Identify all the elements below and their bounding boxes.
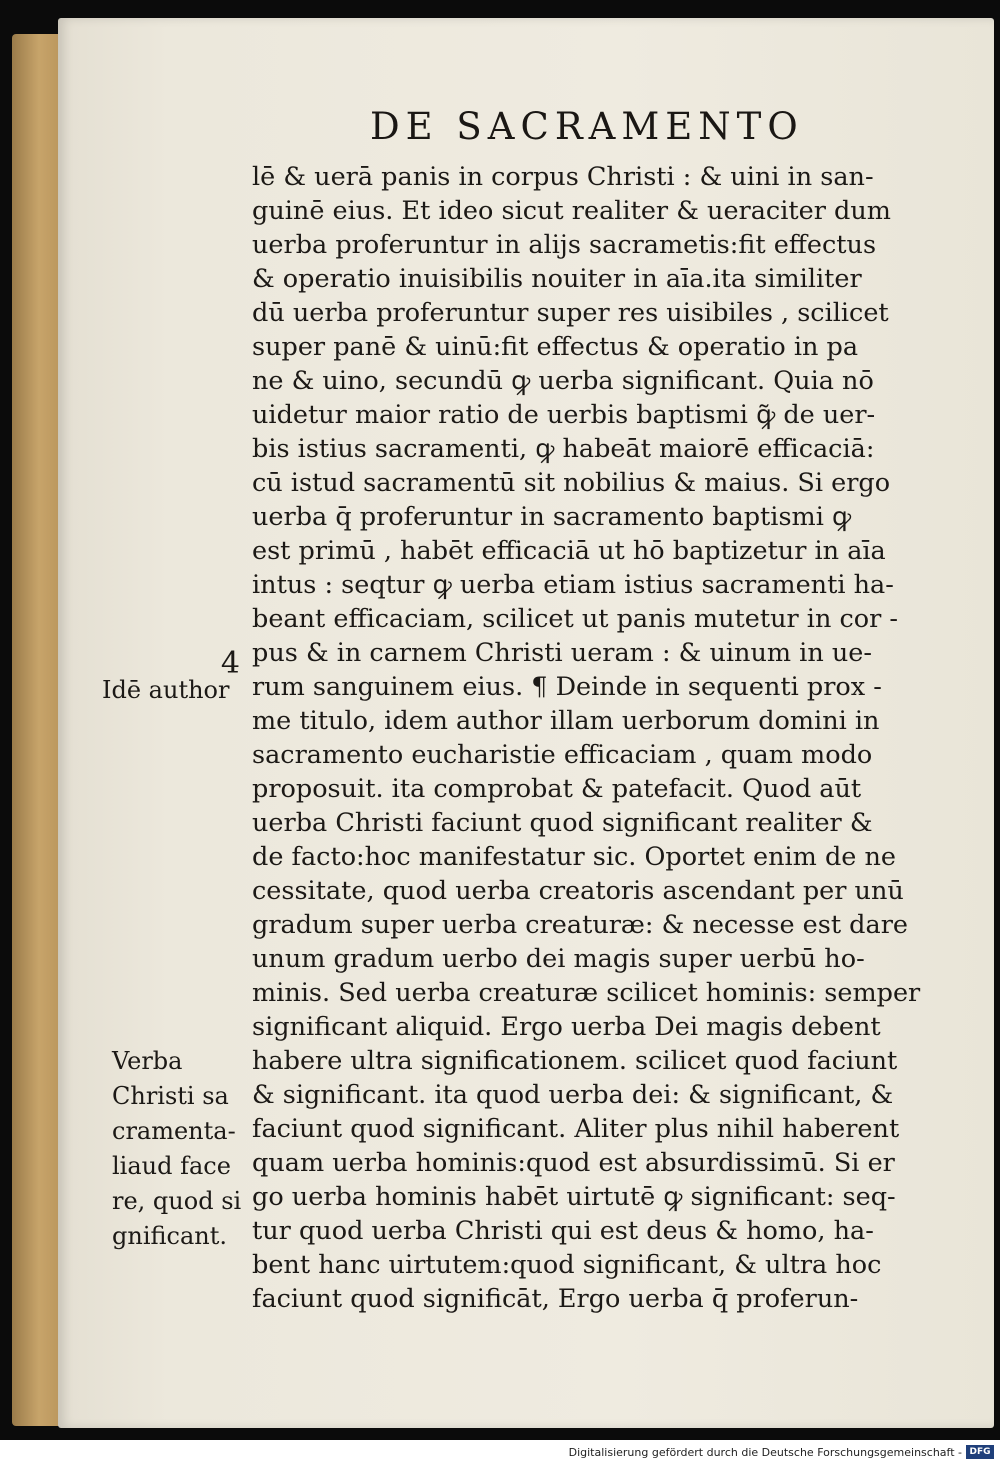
margin-note-line: cramenta- [112,1117,236,1145]
text-line: tur quod uerba Christi qui est deus & homo, ha- [252,1216,874,1246]
text-line: go uerba hominis habēt uirtutē ꝙ significant: seq- [252,1182,896,1212]
text-line: cessitate, quod uerba creatoris ascendant per unū [252,876,904,906]
text-line: uerba proferuntur in alijs sacrametis:fit effectus [252,230,877,260]
margin-note-line: liaud face [112,1152,231,1180]
margin-note-line: Christi sa [112,1082,229,1110]
text-line: est primū , habēt efficaciā ut hō baptizetur in aīa [252,536,886,566]
text-line: guinē eius. Et ideo sicut realiter & ueraciter dum [252,196,891,226]
margin-note-line: re, quod si [112,1187,242,1215]
text-line: dū uerba proferuntur super res uisibiles , scilicet [252,298,889,328]
text-line: rum sanguinem eius. ¶ Deinde in sequenti prox - [252,672,882,702]
text-line: unum gradum uerbo dei magis super uerbū ho- [252,944,865,974]
text-line: quam uerba hominis:quod est absurdissimū. Si er [252,1148,895,1178]
text-line: & operatio inuisibilis nouiter in aīa.ita similiter [252,264,862,294]
text-line: super panē & uinū:fit effectus & operatio in pa [252,332,859,362]
text-line: bent hanc uirtutem:quod significant, & ultra hoc [252,1250,882,1280]
running-head: DE SACRAMENTO [370,105,804,148]
margin-author-note: Idē author [102,676,230,704]
text-line: pus & in carnem Christi ueram : & uinum in ue- [252,638,872,668]
funding-notice: Digitalisierung gefördert durch die Deutsche Forschungsgemeinschaft - [568,1446,962,1459]
margin-note [112,1044,262,1254]
text-line: sacramento eucharistie efficaciam , quam modo [252,740,873,770]
text-line: habere ultra significationem. scilicet quod faciunt [252,1046,898,1076]
text-line: & significant. ita quod uerba dei: & significant, & [252,1080,894,1110]
text-line: ne & uino, secundū ꝙ uerba significant. Quia nō [252,366,874,396]
text-line: de facto:hoc manifestatur sic. Oportet enim de ne [252,842,896,872]
text-line: intus : seqtur ꝙ uerba etiam istius sacramenti ha- [252,570,894,600]
margin-note-line: gnificant. [112,1222,227,1250]
text-line: minis. Sed uerba creaturæ scilicet hominis: semper [252,978,921,1008]
footer-bar [0,1440,1000,1464]
text-line: faciunt quod significāt, Ergo uerba q̄ proferun- [252,1284,859,1314]
text-line: beant efficaciam, scilicet ut panis mutetur in cor - [252,604,899,634]
text-line: uerba Christi faciunt quod significant realiter & [252,808,873,838]
text-line: faciunt quod significant. Aliter plus nihil haberent [252,1114,900,1144]
text-line: gradum super uerba creaturæ: & necesse est dare [252,910,908,940]
text-line: uerba q̄ proferuntur in sacramento baptismi ꝙ [252,502,852,532]
text-line: significant aliquid. Ergo uerba Dei magis debent [252,1012,881,1042]
text-line: me titulo, idem author illam uerborum domini in [252,706,880,736]
body-text [252,160,942,1316]
text-line: lē & uerā panis in corpus Christi : & uini in san- [252,162,874,192]
margin-number: 4 [220,646,240,681]
text-line: bis istius sacramenti, ꝙ habeāt maiorē efficaciā: [252,434,875,464]
text-line: proposuit. ita comprobat & patefacit. Quod aūt [252,774,862,804]
text-line: cū istud sacramentū sit nobilius & maius. Si ergo [252,468,891,498]
margin-note-line: Verba [112,1047,183,1075]
dfg-logo-icon[interactable]: DFG [966,1445,994,1459]
text-line: uidetur maior ratio de uerbis baptismi ꝙ̃ de uer- [252,400,876,430]
